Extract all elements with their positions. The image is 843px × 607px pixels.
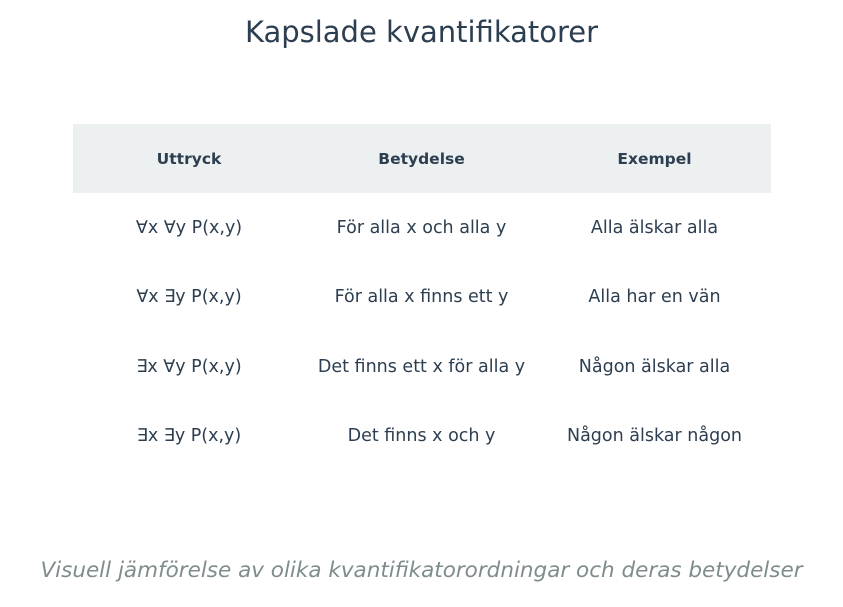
table-row [73,263,771,333]
table-header-row [73,124,771,193]
table-row [73,332,771,402]
header-meaning: Betydelse [378,149,465,168]
header-example: Exempel [617,149,692,168]
cell-expression: ∀x ∃y P(x,y) [136,287,242,308]
cell-example: Någon älskar alla [578,356,731,377]
page-title: Kapslade kvantifikatorer [244,15,599,49]
cell-example: Alla älskar alla [590,217,719,238]
table-row [73,193,771,263]
cell-meaning: För alla x och alla y [336,217,507,238]
quantifier-table [73,124,771,471]
cell-example: Någon älskar någon [566,426,743,447]
figure-caption: Visuell jämförelse av olika kvantifikatorordningar och deras betydelser [40,558,803,583]
cell-expression: ∀x ∀y P(x,y) [135,217,243,238]
cell-expression: ∃x ∀y P(x,y) [136,356,242,377]
cell-meaning: Det finns ett x för alla y [317,356,526,377]
cell-expression: ∃x ∃y P(x,y) [136,426,242,447]
header-expression: Uttryck [156,149,222,168]
table-row [73,402,771,472]
cell-meaning: Det finns x och y [347,426,496,447]
cell-example: Alla har en vän [588,287,721,308]
cell-meaning: För alla x finns ett y [334,287,509,308]
